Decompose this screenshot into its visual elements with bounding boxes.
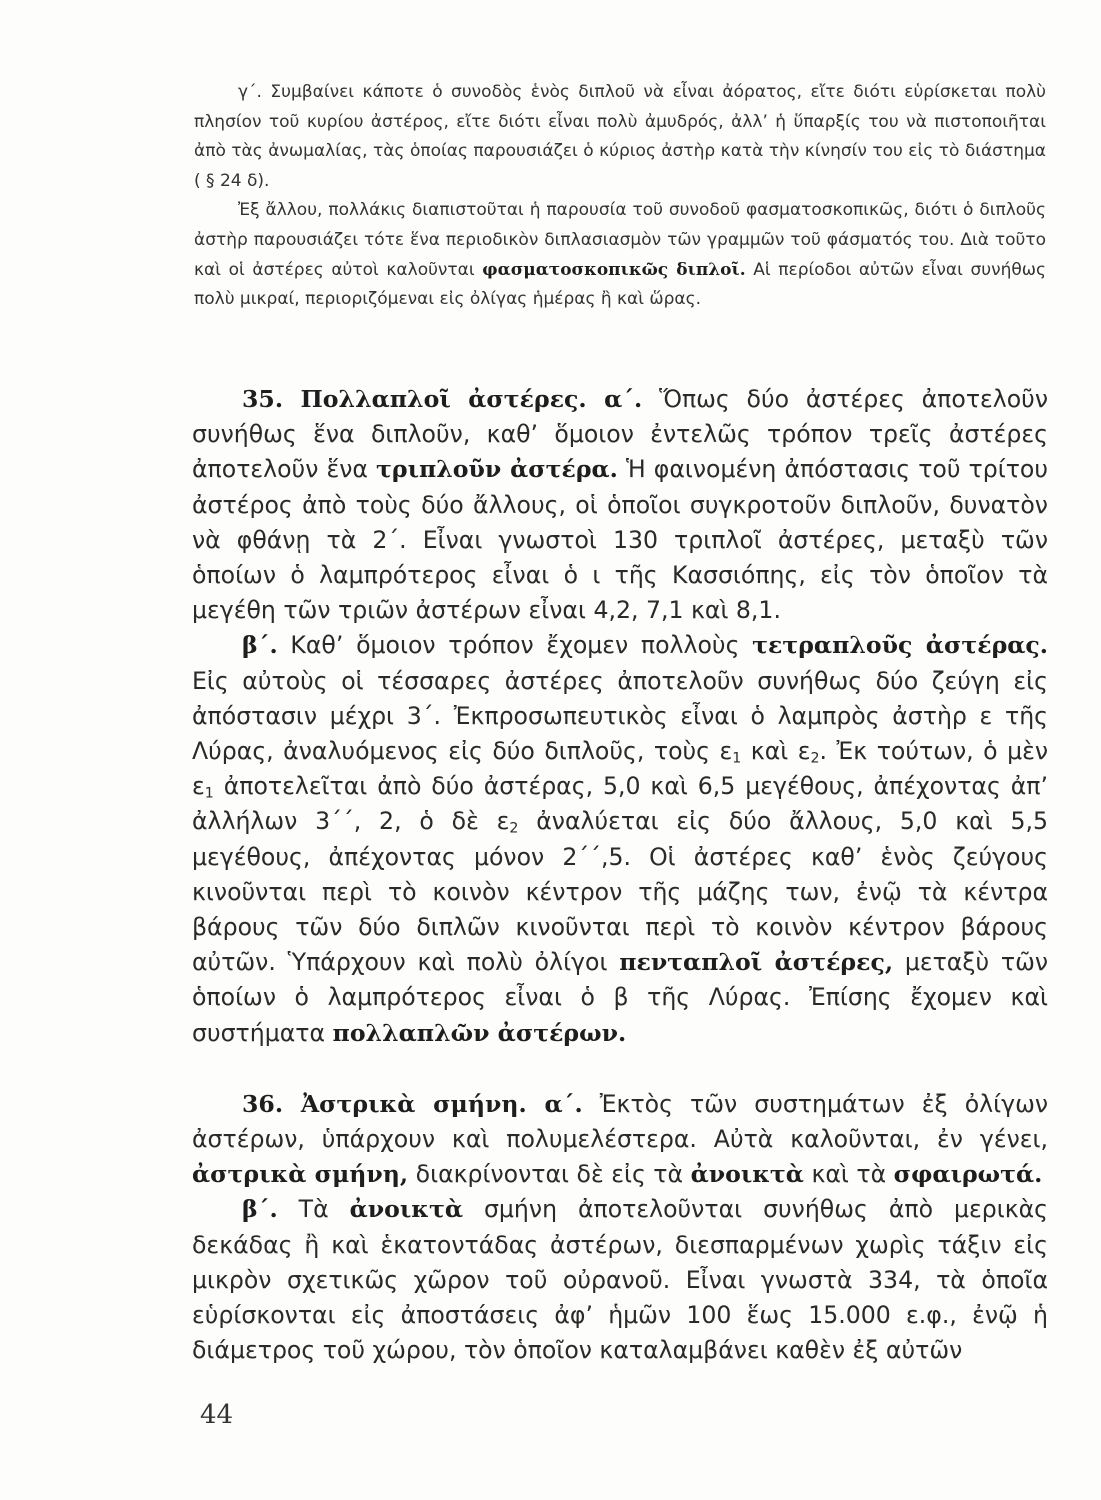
bold-term: ἀνοικτὰ (690, 1160, 804, 1189)
paragraph-text: Ἡ φαινομένη ἀπόστασις τοῦ τρίτου ἀστέρος ἀπὸ τοὺς δύο ἄλλους, οἱ ὁποῖοι συγκροτοῦν διπλοῦν, δυνατὸν νὰ φθάνῃ τὰ 2΄. Εἶναι γνωστοὶ 130 τριπλοῖ ἀστέρες, μεταξὺ τῶν ὁποίων ὁ λαμπρότερος εἶναι ὁ ι τῆς Κασσιόπης, εἰς τὸν ὁποῖον τὰ μεγέθη τῶν τριῶν ἀστέρων εἶναι 4,2, 7,1 καὶ 8,1. (192, 455, 1049, 625)
paragraph-text: γ΄. Συμβαίνει κάποτε ὁ συνοδὸς ἑνὸς διπλοῦ νὰ εἶναι ἀόρατος, εἴτε διότι εὑρίσκεται πολὺ πλησίον τοῦ κυρίου ἀστέρος, εἴτε διότι εἶναι πολὺ ἀμυδρός, ἀλλ’ ἡ ὕπαρξίς του νὰ πιστοποιῆται ἀπὸ τὰς ἀνωμαλίας, τὰς ὁποίας παρουσιάζει ὁ κύριος ἀστὴρ κατὰ τὴν κίνησίν του εἰς τὸ διάστημα ( § 24 δ). (194, 82, 1046, 191)
paragraph-beta-2 (192, 1192, 1048, 1368)
section-heading: 36. Ἀστρικὰ σμήνη. α΄. (242, 1089, 583, 1118)
paragraph-text: σμήνη ἀποτελοῦνται συνήθως ἀπὸ μερικὰς δεκάδας ἢ καὶ ἑκατοντάδας ἀστέρων, διεσπαρμένων χωρὶς τάξιν εἰς μικρὸν σχετικῶς χῶρον τοῦ οὐρανοῦ. Εἶναι γνωστὰ 334, τὰ ὁποῖα εὑρίσκονται εἰς ἀποστάσεις ἀφ’ ἡμῶν 100 ἕως 15.000 ε.φ., ἐνῷ ἡ διάμετρος τοῦ χώρου, τὸν ὁποῖον καταλαμβάνει καθὲν ἐξ αὐτῶν (192, 1195, 1049, 1365)
item-label: β΄. (242, 1195, 278, 1224)
section-36 (192, 1087, 1048, 1193)
paragraph-text: Ὅπως δύο ἀστέρες ἀποτελοῦν συνήθως ἕνα διπλοῦν, καθ’ ὅμοιον ἐντελῶς τρόπον τρεῖς ἀστέρες ἀποτελοῦν ἕνα (192, 385, 1049, 484)
section-35 (192, 382, 1048, 628)
subscript: 1 (204, 785, 214, 802)
page-number: 44 (200, 1400, 234, 1430)
bold-term: πενταπλοῖ ἀστέρες, (619, 948, 894, 977)
paragraph-beta (192, 628, 1048, 1050)
bold-term: πολλαπλῶν ἀστέρων. (332, 1018, 627, 1047)
paragraph-text: μεταξὺ τῶν ὁποίων ὁ λαμπρότερος εἶναι ὁ β τῆς Λύρας. Ἐπίσης ἔχομεν καὶ συστήματα (192, 948, 1049, 1047)
paragraph-text: Αἱ περίοδοι αὐτῶν εἶναι συνήθως πολὺ μικραί, περιοριζόμεναι εἰς ὀλίγας ἡμέρας ἢ καὶ ὥρας. (194, 259, 1046, 310)
bold-term: τριπλοῦν ἀστέρα. (376, 455, 618, 484)
paragraph-text: Ἐξ ἄλλου, πολλάκις διαπιστοῦται ἡ παρουσία τοῦ συνοδοῦ φασματοσκοπικῶς, διότι ὁ διπλοῦς ἀστὴρ παρουσιάζει τότε ἕνα περιοδικὸν διπλασιασμὸν τῶν γραμμῶν τοῦ φάσματός του. Διὰ τοῦτο καὶ οἱ ἀστέρες αὐτοὶ καλοῦνται (194, 200, 1046, 280)
paragraph-text: Εἰς αὐτοὺς οἱ τέσσαρες ἀστέρες ἀποτελοῦν συνήθως δύο ζεύγη εἰς ἀπόστασιν μέχρι 3΄. Ἐκπροσωπευτικὸς εἶναι ὁ λαμπρὸς ἀστὴρ ε τῆς Λύρας, ἀναλυόμενος εἰς δύο διπλοῦς, τοὺς ε (192, 666, 1048, 766)
subscript: 1 (732, 750, 742, 767)
paragraph-text: Καθ’ ὅμοιον τρόπον ἔχομεν πολλοὺς (290, 631, 740, 660)
paragraph-spectroscopic (194, 196, 1046, 314)
bold-term: σφαιρωτά. (893, 1160, 1043, 1189)
paragraph-text: διακρίνονται δὲ εἰς τὰ (415, 1160, 684, 1189)
section-heading: 35. Πολλαπλοῖ ἀστέρες. α΄. (242, 385, 643, 413)
paragraph-text: . Ἐκ τούτων, ὁ μὲν ε (192, 737, 1049, 801)
paragraph-text: Τὰ (298, 1195, 329, 1224)
bold-term: ἀνοικτὰ (349, 1195, 463, 1224)
paragraph-text: Ἐκτὸς τῶν συστημάτων ἐξ ὀλίγων ἀστέρων, ὑπάρχουν καὶ πολυμελέστερα. Αὐτὰ καλοῦνται, ἐν γένει, (192, 1089, 1049, 1154)
bold-term: ἀστρικὰ σμήνη, (192, 1160, 409, 1189)
paragraph-gamma (194, 78, 1046, 196)
paragraph-text: καὶ ε (750, 737, 811, 766)
small-print-block (194, 78, 1046, 315)
subscript: 2 (810, 750, 820, 767)
paragraph-text: ἀναλύεται εἰς δύο ἄλλους, 5,0 καὶ 5,5 μεγέθους, ἀπέχοντας μόνον 2΄΄,5. Οἱ ἀστέρες καθ’ ἑνὸς ζεύγους κινοῦνται περὶ τὸ κοινὸν κέντρον τῆς μάζης των, ἐνῷ τὰ κέντρα βάρους τῶν δύο διπλῶν κινοῦνται περὶ τὸ κοινὸν κέντρον βάρους αὐτῶν. Ὑπάρχουν καὶ πολὺ ὀλίγοι (192, 807, 1048, 977)
item-label: β΄. (242, 631, 278, 660)
subscript: 2 (509, 820, 519, 837)
bold-term: φασματοσκοπικῶς διπλοῖ. (482, 259, 746, 280)
large-print-block (192, 382, 1048, 1368)
paragraph-text: ἀποτελεῖται ἀπὸ δύο ἀστέρας, 5,0 καὶ 6,5 μεγέθους, ἀπέχοντας ἀπ’ ἀλλήλων 3΄΄, 2, ὁ δὲ ε (192, 772, 1049, 836)
bold-term: τετραπλοῦς ἀστέρας. (752, 631, 1048, 660)
paragraph-text: καὶ τὰ (811, 1160, 887, 1189)
